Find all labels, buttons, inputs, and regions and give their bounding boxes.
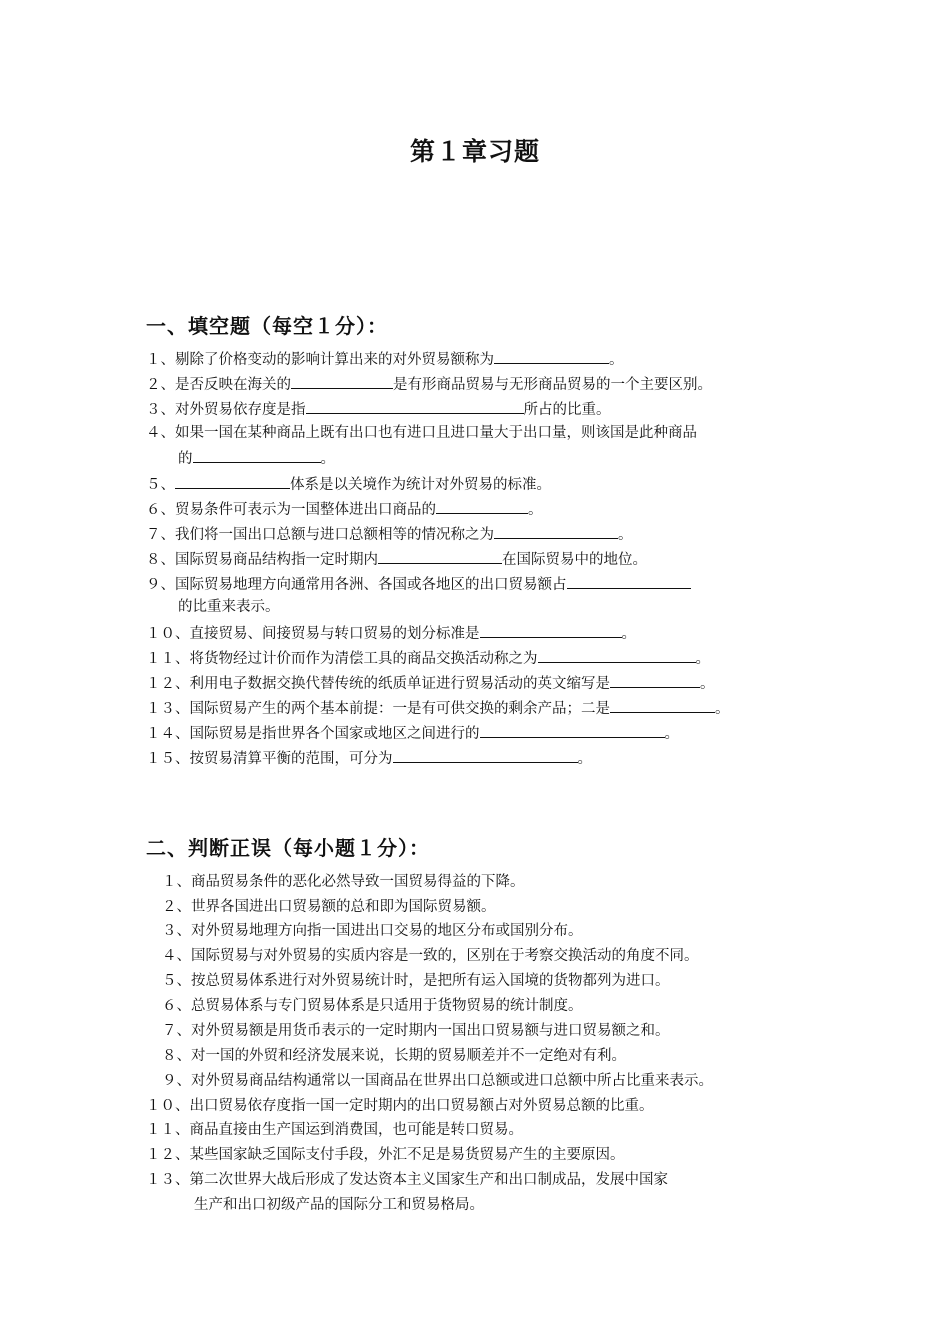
question-text: 第二次世界大战后形成了发达资本主义国家生产和出口制成品，发展中国家 <box>189 1172 668 1188</box>
fill-question-2 <box>146 373 712 395</box>
question-number: １０、 <box>146 1098 190 1114</box>
question-number: ７、 <box>162 1023 191 1039</box>
question-text: 生产和出口初级产品的国际分工和贸易格局。 <box>194 1197 484 1213</box>
tf-question-13-cont <box>194 1195 484 1215</box>
fill-question-12 <box>146 672 715 694</box>
fill-question-4-cont <box>178 447 335 469</box>
question-text: 我们将一国出口总额与进口总额相等的情况称之为 <box>175 527 494 543</box>
answer-blank[interactable] <box>291 373 393 389</box>
question-text: 对外贸易商品结构通常以一国商品在世界出口总额或进口总额中所占比重来表示。 <box>191 1073 713 1089</box>
tf-question-5 <box>162 971 670 991</box>
tf-question-10 <box>146 1096 654 1116</box>
tf-question-7 <box>162 1021 670 1041</box>
tf-question-1 <box>162 872 525 892</box>
tf-question-9 <box>162 1071 713 1091</box>
question-text: 的比重来表示。 <box>178 599 280 615</box>
question-text-end: 所占的比重。 <box>523 402 611 418</box>
fill-question-8 <box>146 548 647 570</box>
question-text: 对外贸易依存度是指 <box>175 402 306 418</box>
question-text-end: 。 <box>664 726 679 742</box>
question-text: 直接贸易、间接贸易与转口贸易的划分标准是 <box>189 626 480 642</box>
question-number: ５、 <box>146 477 175 493</box>
answer-blank[interactable] <box>436 498 528 514</box>
question-number: ３、 <box>162 923 191 939</box>
question-text-end: 是有形商品贸易与无形商品贸易的一个主要区别。 <box>393 377 712 393</box>
question-text: 对外贸易地理方向指一国进出口交易的地区分布或国别分布。 <box>191 923 583 939</box>
answer-blank[interactable] <box>480 722 665 738</box>
question-number: ５、 <box>162 973 191 989</box>
section-fill-blank-title: 一、填空题（每空１分）： <box>146 314 388 338</box>
question-number: １３、 <box>146 1172 190 1188</box>
question-number: １５、 <box>146 751 190 767</box>
question-text: 国际贸易是指世界各个国家或地区之间进行的 <box>189 726 480 742</box>
fill-question-1 <box>146 348 624 370</box>
question-number: １２、 <box>146 1147 190 1163</box>
fill-question-3 <box>146 398 611 420</box>
question-text: 某些国家缺乏国际支付手段，外汇不足是易货贸易产生的主要原因。 <box>189 1147 625 1163</box>
question-text: 按总贸易体系进行对外贸易统计时，是把所有运入国境的货物都列为进口。 <box>191 973 670 989</box>
question-number: ９、 <box>146 577 175 593</box>
tf-question-11 <box>146 1120 523 1140</box>
tf-question-13 <box>146 1170 668 1190</box>
answer-blank[interactable] <box>393 747 578 763</box>
question-text-end: 。 <box>577 751 592 767</box>
question-number: １２、 <box>146 676 190 692</box>
answer-blank[interactable] <box>610 672 700 688</box>
question-text: 出口贸易依存度指一国一定时期内的出口贸易额占对外贸易总额的比重。 <box>189 1098 654 1114</box>
question-text: 按贸易清算平衡的范围，可分为 <box>189 751 393 767</box>
question-number: ９、 <box>162 1073 191 1089</box>
question-text: 的 <box>178 451 193 467</box>
answer-blank[interactable] <box>306 398 524 414</box>
question-text-end: 在国际贸易中的地位。 <box>502 552 647 568</box>
question-text: 如果一国在某种商品上既有出口也有进口且进口量大于出口量，则该国是此种商品 <box>175 425 697 441</box>
answer-blank[interactable] <box>567 573 691 589</box>
question-text: 将货物经过计价而作为清偿工具的商品交换活动称之为 <box>189 651 538 667</box>
question-number: １、 <box>146 352 175 368</box>
answer-blank[interactable] <box>494 523 618 539</box>
question-text: 国际贸易产生的两个基本前提：一是有可供交换的剩余产品；二是 <box>189 701 610 717</box>
fill-question-7 <box>146 523 633 545</box>
answer-blank[interactable] <box>175 473 290 489</box>
fill-question-14 <box>146 722 679 744</box>
question-number: １４、 <box>146 726 190 742</box>
question-text-end: 。 <box>609 352 624 368</box>
tf-question-12 <box>146 1145 625 1165</box>
question-number: ８、 <box>146 552 175 568</box>
question-text: 对外贸易额是用货币表示的一定时期内一国出口贸易额与进口贸易额之和。 <box>191 1023 670 1039</box>
question-text: 国际贸易地理方向通常用各洲、各国或各地区的出口贸易额占 <box>175 577 567 593</box>
question-text-end: 。 <box>715 701 730 717</box>
question-number: ６、 <box>146 502 175 518</box>
fill-question-6 <box>146 498 543 520</box>
fill-question-13 <box>146 697 730 719</box>
fill-question-5 <box>146 473 551 495</box>
question-number: ７、 <box>146 527 175 543</box>
answer-blank[interactable] <box>480 622 622 638</box>
tf-question-2 <box>162 897 496 917</box>
fill-question-9 <box>146 573 691 595</box>
fill-question-4 <box>146 423 697 443</box>
question-number: ２、 <box>162 899 191 915</box>
question-text-end: 。 <box>621 626 636 642</box>
question-number: １０、 <box>146 626 190 642</box>
question-number: １３、 <box>146 701 190 717</box>
question-text: 贸易条件可表示为一国整体进出口商品的 <box>175 502 436 518</box>
question-number: １１、 <box>146 651 190 667</box>
question-text: 总贸易体系与专门贸易体系是只适用于货物贸易的统计制度。 <box>191 998 583 1014</box>
question-text-end: 体系是以关境作为统计对外贸易的标准。 <box>290 477 551 493</box>
question-text: 商品贸易条件的恶化必然导致一国贸易得益的下降。 <box>191 874 525 890</box>
question-number: ６、 <box>162 998 191 1014</box>
question-text: 世界各国进出口贸易额的总和即为国际贸易额。 <box>191 899 496 915</box>
tf-question-6 <box>162 996 583 1016</box>
fill-question-10 <box>146 622 636 644</box>
question-text: 是否反映在海关的 <box>175 377 291 393</box>
section-true-false-title: 二、判断正误（每小题１分）： <box>146 836 430 860</box>
question-text: 商品直接由生产国运到消费国，也可能是转口贸易。 <box>189 1122 523 1138</box>
tf-question-4 <box>162 946 699 966</box>
question-text: 国际贸易商品结构指一定时期内 <box>175 552 378 568</box>
question-text-end: 。 <box>618 527 633 543</box>
fill-question-15 <box>146 747 592 769</box>
tf-question-8 <box>162 1046 626 1066</box>
tf-question-3 <box>162 921 583 941</box>
question-number: ４、 <box>146 425 175 441</box>
question-text-end: 。 <box>700 676 715 692</box>
answer-blank[interactable] <box>378 548 502 564</box>
question-text: 利用电子数据交换代替传统的纸质单证进行贸易活动的英文缩写是 <box>189 676 610 692</box>
question-number: １１、 <box>146 1122 190 1138</box>
fill-question-11 <box>146 647 710 669</box>
question-text-end: 。 <box>320 451 335 467</box>
question-text: 国际贸易与对外贸易的实质内容是一致的，区别在于考察交换活动的角度不同。 <box>191 948 699 964</box>
fill-question-9-cont <box>178 597 280 617</box>
question-number: ４、 <box>162 948 191 964</box>
answer-blank[interactable] <box>193 447 321 463</box>
question-text: 对一国的外贸和经济发展来说，长期的贸易顺差并不一定绝对有利。 <box>191 1048 626 1064</box>
question-number: １、 <box>162 874 191 890</box>
answer-blank[interactable] <box>610 697 715 713</box>
page-title: 第１章习题 <box>409 137 540 166</box>
question-text-end: 。 <box>695 651 710 667</box>
question-text-end: 。 <box>528 502 543 518</box>
answer-blank[interactable] <box>494 348 609 364</box>
question-number: ２、 <box>146 377 175 393</box>
question-number: ８、 <box>162 1048 191 1064</box>
question-number: ３、 <box>146 402 175 418</box>
question-text: 剔除了价格变动的影响计算出来的对外贸易额称为 <box>175 352 494 368</box>
answer-blank[interactable] <box>538 647 696 663</box>
